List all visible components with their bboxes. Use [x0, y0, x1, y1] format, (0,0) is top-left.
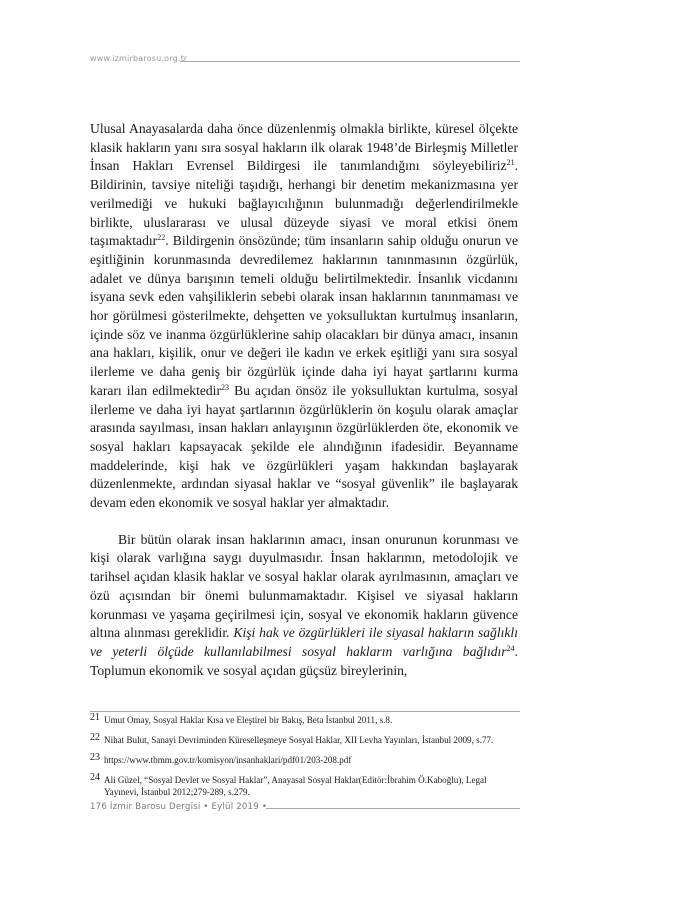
footnote-number: 22: [90, 732, 100, 743]
footnote-text: Umut Omay, Sosyal Haklar Kısa ve Eleştirel bir Bakış, Beta İstanbul 2011, s.8.: [104, 715, 393, 725]
italic-quote: Kişi hak ve özgürlükleri ile siyasal hakların sağlıklı ve yeterli ölçüde kullanılabilmesi sosyal hakların varlığına bağlıdır: [90, 625, 518, 659]
footer-rule: [266, 808, 520, 809]
article-body: [90, 120, 518, 680]
footnote-number: 23: [90, 752, 100, 763]
header-url: www.izmirbarosu.org.tr: [90, 54, 188, 63]
footnote-item: [90, 714, 520, 726]
footnote-ref-21[interactable]: 21: [506, 158, 515, 168]
paragraph-2: Bir bütün olarak insan haklarının amacı, insan onurunun korunması ve kişi olarak varlığına saygı duyulmasıdır. İnsan haklarının, metodolojik ve tarihsel açıdan klasik haklar ve sosyal haklar olarak ayrılmasının, amaçları ve özü açısından bir önemi bulunmamaktadır. Kişisel ve siyasal hakların korunması ve yaşama geçirilmesi için, sosyal ve ekonomik hakların güvence altına alınması gereklidir. Kişi hak ve özgürlükleri ile siyasal hakların sağlıklı ve yeterli ölçüde kullanılabilmesi sosyal hakların varlığına bağlıdır$^{24}$. Toplumun ekonomik ve sosyal açıdan güçsüz bireylerinin,: [90, 531, 518, 678]
footnote-item: [90, 774, 520, 798]
page-footer: 176 İzmir Barosu Dergisi • Eylül 2019 •: [90, 802, 268, 812]
footnote-ref-22[interactable]: 22: [157, 233, 166, 243]
footnote-text: Ali Güzel, “Sosyal Devlet ve Sosyal Haklar”, Anayasal Sosyal Haklar(Editör:İbrahim Ö.Kaboğlu), Legal Yayınevi, İstanbul 2012;279-289, s.279.: [104, 775, 487, 797]
header-rule: [180, 61, 520, 62]
footnote-ref-24[interactable]: 24: [506, 643, 515, 653]
footnote-item: [90, 734, 520, 746]
footnotes: [90, 714, 520, 806]
footnote-ref-23[interactable]: 23: [220, 382, 229, 392]
footnote-number: 24: [90, 772, 100, 783]
paragraph-1: Ulusal Anayasalarda daha önce düzenlenmiş olmakla birlikte, küresel ölçekte klasik hakların yanı sıra sosyal hakların ilk olarak 1948’de Birleşmiş Milletler İnsan Hakları Evrensel Bildirgesi ile tanımlandığını söyleyebiliriz$^{21}$. Bildirinin, tavsiye niteliği taşıdığı, herhangi bir denetim mekanizmasına yer verilmediği ve hukuki bağlayıcılığının bulunmadığı değerlendirilmekle birlikte, uluslararası ve ulusal düzeyde siyasi ve moral etkisi önem taşımaktadır$^{22}$. Bildirgenin önsözünde; tüm insanların sahip olduğu onurun ve eşitliğinin korunmasında devredilemez haklarının tanınmasının özgürlük, adalet ve dünya barışının temeli olduğu belirtilmektedir. İnsanlık vicdanını isyana sevk eden vahşiliklerin sebebi olarak insan haklarının tanınmaması ve hor görülmesi gösterilmekte, dehşetten ve yoksulluktan kurtulmuş insanların, içinde söz ve inanma özgürlüklerine sahip olacakları bir dünya amacı, insanın ana hakları, kişilik, onur ve değeri ile kadın ve erkek eşitliği yanı sıra sosyal ilerleme ve daha geniş bir özgürlük içinde daha iyi hayat şartlarını kurma kararı ilan edilmektedir$^{23}$ Bu açıdan önsöz ile yoksulluktan kurtulma, sosyal ilerleme ve daha iyi hayat şartlarının özgürlüklerin ön koşulu olarak amaçlar arasında sayılması, insan hakları anlayışının özgürlüklerden öte, ekonomik ve sosyal hakları kapsayacak şekilde ele alındığının ifadesidir. Beyanname maddelerinde, kişi hak ve özgürlükleri yaşam hakkından başlayarak düzenlenmekte, ardından siyasal haklar ve “sosyal güvenlik” ile başlayarak devam eden ekonomik ve sosyal haklar yer almaktadır.: [90, 121, 519, 511]
footnote-text: Nihat Bulut, Sanayi Devriminden Küreselleşmeye Sosyal Haklar, XII Levha Yayınları, İstanbul 2009, s.77.: [104, 735, 494, 745]
footnote-link[interactable]: https://www.tbmm.gov.tr/komisyon/insanhaklari/pdf01/203-208.pdf: [104, 755, 352, 765]
footnote-item: [90, 754, 520, 766]
footnote-number: 21: [90, 712, 100, 723]
footnote-rule: [90, 711, 520, 712]
